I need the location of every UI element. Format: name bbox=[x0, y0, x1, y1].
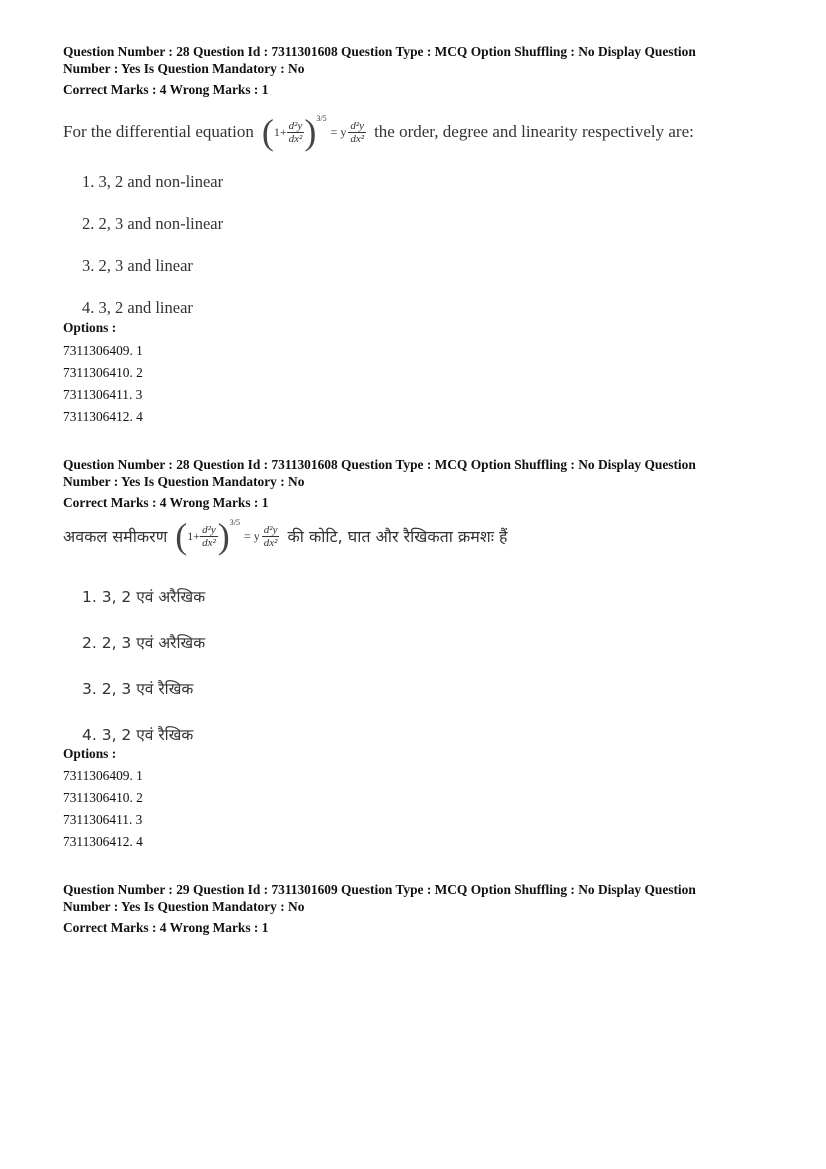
stem-pre-text: For the differential equation bbox=[63, 122, 254, 141]
option-id-2: 7311306410. 2 bbox=[63, 790, 143, 805]
question-header bbox=[63, 881, 763, 936]
options-label: Options : bbox=[63, 320, 117, 335]
option-id-2: 7311306410. 2 bbox=[63, 365, 143, 380]
choice-3: 3. 2, 3 एवं रैखिक bbox=[82, 680, 194, 698]
question-meta-line1: Question Number : 29 Question Id : 7311301609 Question Type : MCQ Option Shuffling : No Display Question bbox=[63, 882, 696, 897]
stem-post-text: the order, degree and linearity respectively are: bbox=[374, 122, 694, 141]
choice-1: 1. 3, 2 and non-linear bbox=[82, 172, 224, 191]
differential-equation: ( 1+ $\frac{\text{d²y}}{\text{dx²}}$ ) 3/5 = y $\frac{\text{d²y}}{\text{dx²}}$ bbox=[175, 516, 278, 556]
question-meta-line2: Number : Yes Is Question Mandatory : No bbox=[63, 474, 305, 489]
choice-4: 4. 3, 2 एवं रैखिक bbox=[82, 726, 194, 744]
option-id-4: 7311306412. 4 bbox=[63, 834, 143, 849]
option-id-4: 7311306412. 4 bbox=[63, 409, 143, 424]
question-marks: Correct Marks : 4 Wrong Marks : 1 bbox=[63, 495, 269, 510]
question-meta-line2: Number : Yes Is Question Mandatory : No bbox=[63, 61, 305, 76]
question-stem bbox=[63, 114, 694, 150]
choice-2: 2. 2, 3 एवं अरैखिक bbox=[82, 634, 206, 652]
option-id-3: 7311306411. 3 bbox=[63, 812, 143, 827]
choice-4: 4. 3, 2 and linear bbox=[82, 298, 193, 317]
option-id-3: 7311306411. 3 bbox=[63, 387, 143, 402]
question-marks: Correct Marks : 4 Wrong Marks : 1 bbox=[63, 920, 269, 935]
question-header bbox=[63, 456, 763, 511]
choice-2: 2. 2, 3 and non-linear bbox=[82, 214, 224, 233]
option-id-1: 7311306409. 1 bbox=[63, 768, 143, 783]
question-stem-hindi bbox=[63, 518, 508, 554]
differential-equation: ( 1+ $\frac{\text{d²y}}{\text{dx²}}$ ) 3/5 = y $\frac{\text{d²y}}{\text{dx²}}$ bbox=[261, 112, 365, 152]
question-meta-line1: Question Number : 28 Question Id : 7311301608 Question Type : MCQ Option Shuffling : No Display Question bbox=[63, 44, 696, 59]
question-marks: Correct Marks : 4 Wrong Marks : 1 bbox=[63, 82, 269, 97]
options-label: Options : bbox=[63, 746, 117, 761]
question-meta-line1: Question Number : 28 Question Id : 7311301608 Question Type : MCQ Option Shuffling : No Display Question bbox=[63, 457, 696, 472]
stem-post-text: की कोटि, घात और रैखिकता क्रमशः हैं bbox=[287, 527, 508, 546]
choice-1: 1. 3, 2 एवं अरैखिक bbox=[82, 588, 206, 606]
choice-3: 3. 2, 3 and linear bbox=[82, 256, 193, 275]
option-id-1: 7311306409. 1 bbox=[63, 343, 143, 358]
stem-pre-text: अवकल समीकरण bbox=[63, 527, 168, 546]
question-meta-line2: Number : Yes Is Question Mandatory : No bbox=[63, 899, 305, 914]
question-header bbox=[63, 43, 763, 98]
